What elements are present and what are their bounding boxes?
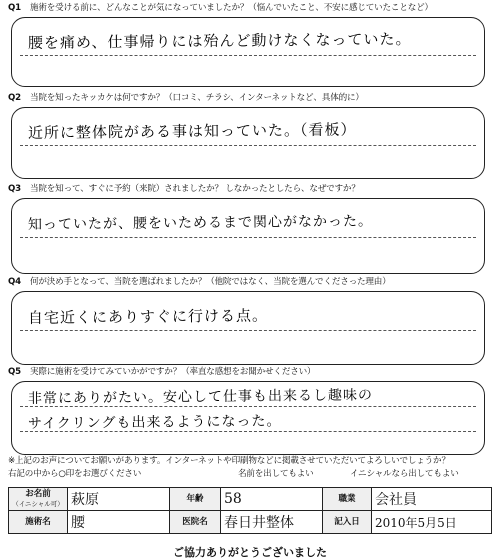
question-number: Q1: [8, 3, 21, 13]
question-4: [8, 277, 488, 365]
answer-box-5: [11, 381, 485, 455]
rule-line: [20, 55, 476, 56]
question-1: [8, 3, 488, 87]
treatment-label: 施術名: [9, 511, 68, 534]
question-5-heading: [8, 367, 488, 378]
answer-box-4: [11, 291, 485, 365]
job-value[interactable]: 会社員: [372, 488, 492, 511]
rule-line: [20, 237, 476, 238]
answer-2: 近所に整体院がある事は知っていた。（看板）: [27, 120, 357, 142]
question-4-heading: [8, 277, 488, 288]
name-label-text: お名前: [25, 489, 51, 499]
consent-option-initial[interactable]: イニシャルなら出してもよい: [350, 469, 459, 479]
answer-5-line-1: 非常にありがたい。安心して仕事も出来るし趣味の: [27, 387, 374, 407]
job-label: 職業: [323, 488, 372, 511]
age-value[interactable]: 58: [221, 488, 323, 511]
rule-line: [20, 330, 476, 331]
question-number: Q5: [8, 367, 21, 377]
treatment-value[interactable]: 腰: [68, 511, 170, 534]
question-5: [8, 367, 488, 455]
question-text: 実際に施術を受けてみていかがですか？（率直な感想をお聞かせください）: [30, 367, 316, 377]
consent-option-name[interactable]: 名前を出してもよい: [238, 469, 314, 479]
question-1-heading: [8, 3, 488, 14]
answer-3: 知っていたが、腰をいためるまで関心がなかった。: [27, 213, 374, 233]
date-value[interactable]: 2010年5月5日: [372, 511, 492, 534]
consent-instruction: 右記の中から○印をお選びください: [8, 469, 142, 479]
info-table: [8, 487, 492, 534]
name-label: [9, 488, 68, 511]
age-label: 年齢: [170, 488, 221, 511]
question-text: 何が決め手となって、当院を選ばれましたか？（他院ではなく、当院を選んでくださった理由）: [30, 277, 391, 287]
question-3-heading: [8, 184, 488, 195]
question-number: Q3: [8, 184, 21, 194]
answer-1: 腰を痛め、仕事帰りには殆んど動けなくなっていた。: [27, 29, 412, 52]
name-label-sub: （イニシャル可）: [12, 500, 64, 508]
consent-note: ※上記のお声についてお願いがあります。インターネットや印刷物などに掲載させていただいてよろしいでしょうか？: [8, 456, 450, 466]
thank-you-footer: ご協力ありがとうございました: [173, 546, 327, 559]
answer-4: 自宅近くにありすぐに行ける点。: [27, 306, 269, 327]
question-text: 当院を知って、すぐに予約（来院）されましたか？ しなかったとしたら、なぜですか？: [30, 184, 360, 194]
question-2-heading: [8, 93, 488, 104]
question-3: [8, 184, 488, 274]
name-value[interactable]: 萩原: [68, 488, 170, 511]
answer-5-line-2: サイクリングも出来るようになった。: [27, 413, 282, 432]
clinic-value[interactable]: 春日井整体: [221, 511, 323, 534]
question-text: 当院を知ったキッカケは何ですか？（口コミ、チラシ、インターネットなど、具体的に）: [30, 93, 364, 103]
answer-box-3: [11, 198, 485, 274]
question-2: [8, 93, 488, 179]
rule-line: [20, 145, 476, 146]
answer-box-1: [11, 17, 485, 87]
question-number: Q2: [8, 93, 21, 103]
answer-box-2: [11, 107, 485, 179]
clinic-label: 医院名: [170, 511, 221, 534]
date-label: 記入日: [323, 511, 372, 534]
question-number: Q4: [8, 277, 21, 287]
question-text: 施術を受ける前に、どんなことが気になっていましたか？（悩んでいたこと、不安に感じていたことなど）: [30, 3, 433, 13]
